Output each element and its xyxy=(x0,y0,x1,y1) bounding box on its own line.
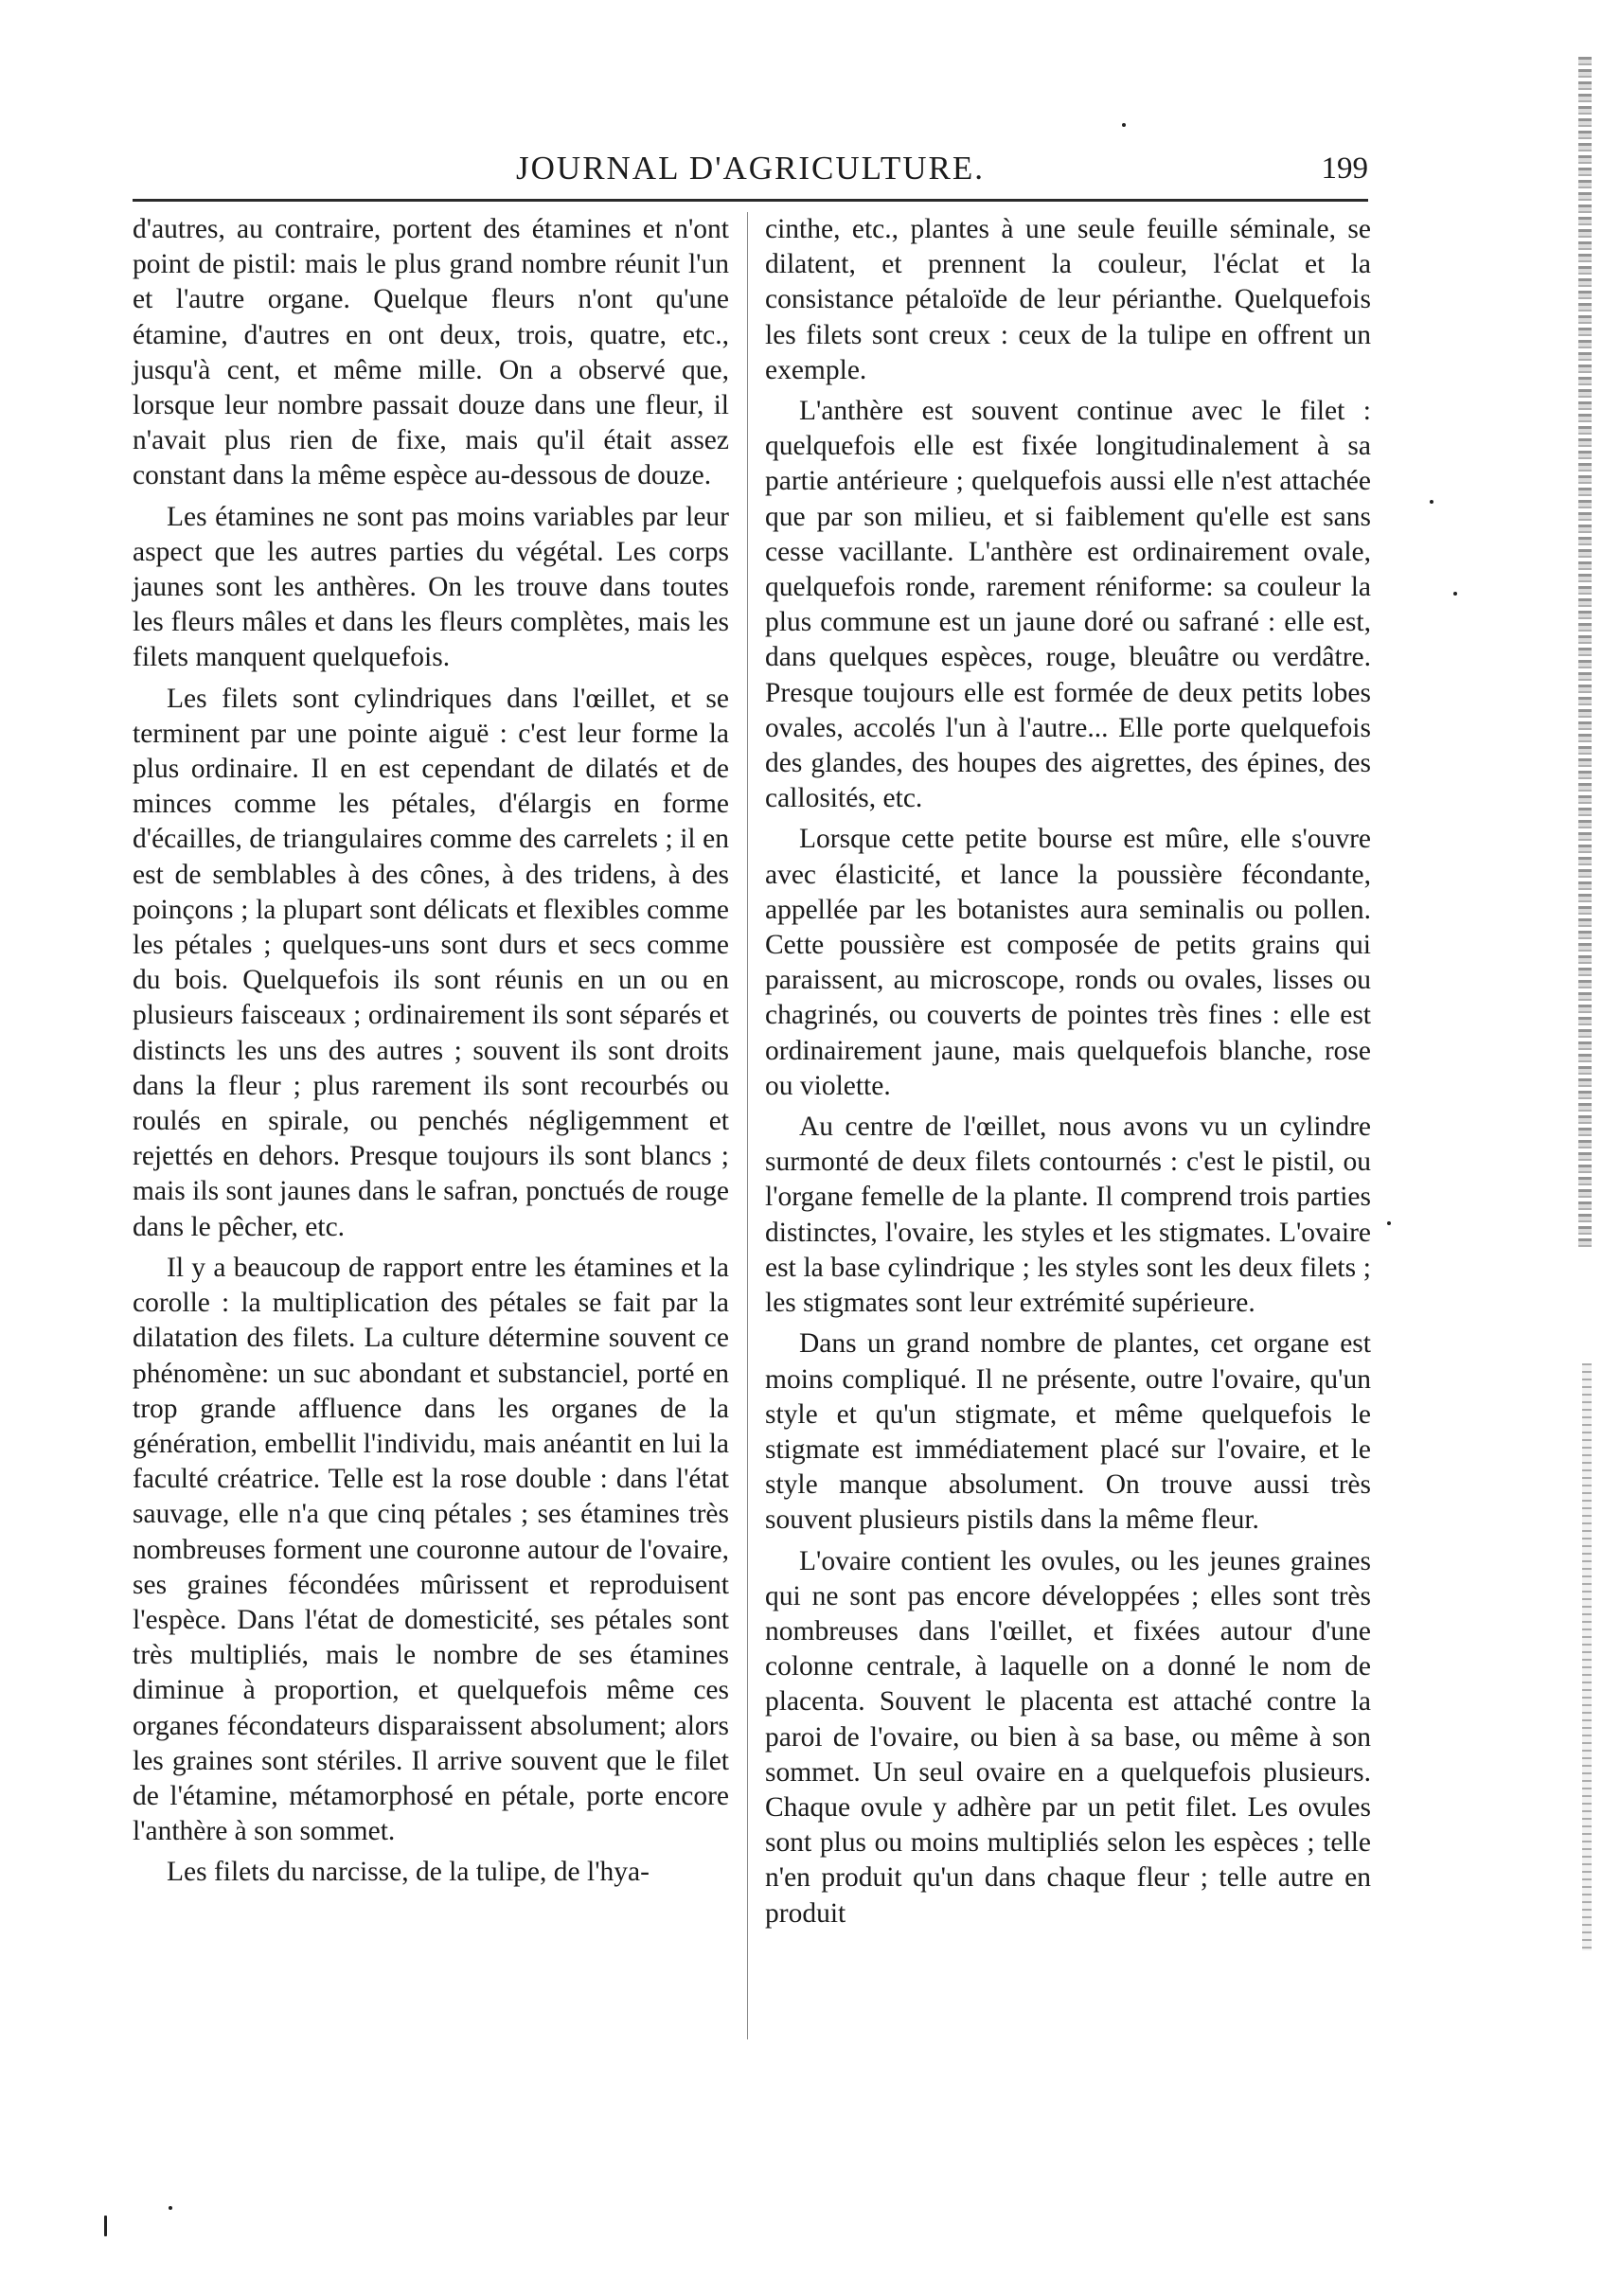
right-column-paragraph: Lorsque cette petite bourse est mûre, elle s'ouvre avec élasticité, et lance la poussière fécondante, appellée par les botanistes aura seminalis ou pollen. Cette poussière est composée de petits grains qui paraissent, au microscope, ronds ou ovales, lisses ou chagrinés, ou couverts de pointes très fines : elle est ordinairement jaune, mais quelquefois blanche, rose ou violette. xyxy=(765,824,1371,1101)
scan-edge-artifact xyxy=(1578,57,1592,1250)
left-column-paragraph: Les étamines ne sont pas moins variables par leur aspect que les autres parties du végétal. Les corps jaunes sont les anthères. On les trouve dans toutes les fleurs mâles et dans les fleurs complètes, mais les filets manquent quelquefois. xyxy=(133,501,729,673)
left-column-paragraph: Les filets sont cylindriques dans l'œillet, et se terminent par une pointe aiguë : c'est leur forme la plus ordinaire. Il en est cependant de dilatés et de minces comme les pétales, d'élargis en forme d'écailles, de triangulaires comme des carrelets ; il en est de semblables à des cônes, à des tridens, à des poinçons ; la plupart sont délicats et flexibles comme les pétales ; quelques-uns sont durs et secs comme du bois. Quelquefois ils sont réunis en un ou en plusieurs faisceaux ; ordinairement ils sont séparés et distincts les uns des autres ; souvent ils sont droits dans la fleur ; plus rarement ils sont recourbés ou roulés en spirale, ou penchés négligemment et rejettés en dehors. Presque toujours ils sont blancs ; mais ils sont jaunes dans le safran, ponctués de rouge dans le pêcher, etc. xyxy=(133,683,729,1242)
right-column-paragraph: Au centre de l'œillet, nous avons vu un cylindre surmonté de deux filets contournés : c'est le pistil, ou l'organe femelle de la plante. Il comprend trois parties distinctes, l'ovaire, les styles et les stigmates. L'ovaire est la base cylindrique ; les styles sont les deux filets ; les stigmates sont leur extrémité supérieure. xyxy=(765,1112,1371,1319)
running-header xyxy=(133,150,1368,197)
scan-speck xyxy=(1122,123,1126,127)
right-column-paragraph: L'ovaire contient les ovules, ou les jeunes graines qui ne sont pas encore développées ; elles sont très nombreuses dans l'œillet, et fixées autour d'une colonne centrale, à laquelle on a donné le nom de placenta. Souvent le placenta est attaché contre la paroi de l'ovaire, ou bien à sa base, ou même à son sommet. Un seul ovaire en a quelquefois plusieurs. Chaque ovule y adhère par un petit filet. Les ovules sont plus ou moins multipliés selon les espèces ; telle n'en produit qu'un dans chaque fleur ; telle autre en produit xyxy=(765,1545,1371,1929)
left-column-paragraph: Les filets du narcisse, de la tulipe, de l'hya- xyxy=(167,1857,650,1888)
header-rule xyxy=(133,199,1368,202)
column-divider xyxy=(747,212,748,2039)
left-column xyxy=(133,212,729,1896)
left-column-paragraph: d'autres, au contraire, portent des étamines et n'ont point de pistil: mais le plus grand nombre réunit l'un et l'autre organe. Quelque fleurs n'ont qu'une étamine, d'autres en ont deux, trois, quatre, etc., jusqu'à cent, et même mille. On a observé que, lorsque leur nombre passait douze dans une fleur, il n'avait plus rien de fixe, mais qu'il était assez constant dans la même espèce au-dessous de douze. xyxy=(133,214,729,491)
right-column-paragraph: Dans un grand nombre de plantes, cet organe est moins compliqué. Il ne présente, outre l'ovaire, qu'un style et qu'un stigmate, et même quelquefois le stigmate est immédiatement placé sur l'ovaire, et le style manque absolument. On trouve aussi très souvent plusieurs pistils dans la même fleur. xyxy=(765,1328,1371,1536)
journal-title: JOURNAL D'AGRICULTURE. xyxy=(516,150,985,187)
scan-speck xyxy=(1430,500,1433,504)
scan-speck xyxy=(169,2206,172,2210)
left-column-paragraph: Il y a beaucoup de rapport entre les étamines et la corolle : la multiplication des pétales se fait par la dilatation des filets. La culture détermine souvent ce phénomène: un suc abondant et substanciel, porté en trop grande affluence dans les organes de la génération, embellit l'individu, mais anéantit en lui la faculté créatrice. Telle est la rose double : dans l'état sauvage, elle n'a que cinq pétales ; ses étamines très nombreuses forment une couronne autour de l'ovaire, ses graines fécondées mûrissent et reproduisent l'espèce. Dans l'état de domesticité, ses pétales sont très multipliés, mais le nombre de ses étamines diminue à proportion, et quelquefois même ces organes fécondateurs disparaissent absolument; alors les graines sont stériles. Il arrive souvent que le filet de l'étamine, métamorphosé en pétale, porte encore l'anthère à son sommet. xyxy=(133,1252,729,1847)
scan-speck xyxy=(1387,1221,1391,1225)
right-column-paragraph: cinthe, etc., plantes à une seule feuille séminale, se dilatent, et prennent la couleur, l'éclat et la consistance pétaloïde de leur périanthe. Quelquefois les filets sont creux : ceux de la tulipe en offrent un exemple. xyxy=(765,214,1371,385)
scan-speck xyxy=(1453,592,1457,596)
page-number: 199 xyxy=(1321,151,1368,186)
scan-speck xyxy=(104,2216,107,2236)
right-column-paragraph: L'anthère est souvent continue avec le filet : quelquefois elle est fixée longitudinalement à sa partie antérieure ; quelquefois aussi elle n'est attachée que par son milieu, et si faiblement qu'elle est sans cesse vacillante. L'anthère est ordinairement ovale, quelquefois ronde, rarement réniforme: sa couleur la plus commune est un jaune doré ou safrané : elle est, dans quelques espèces, rouge, bleuâtre ou verdâtre. Presque toujours elle est formée de deux petits lobes ovales, accolés l'un à l'autre... Elle porte quelquefois des glandes, des houpes des aigrettes, des épines, des callosités, etc. xyxy=(765,396,1371,814)
right-column xyxy=(765,212,1371,1937)
scan-edge-artifact xyxy=(1582,1363,1592,1950)
